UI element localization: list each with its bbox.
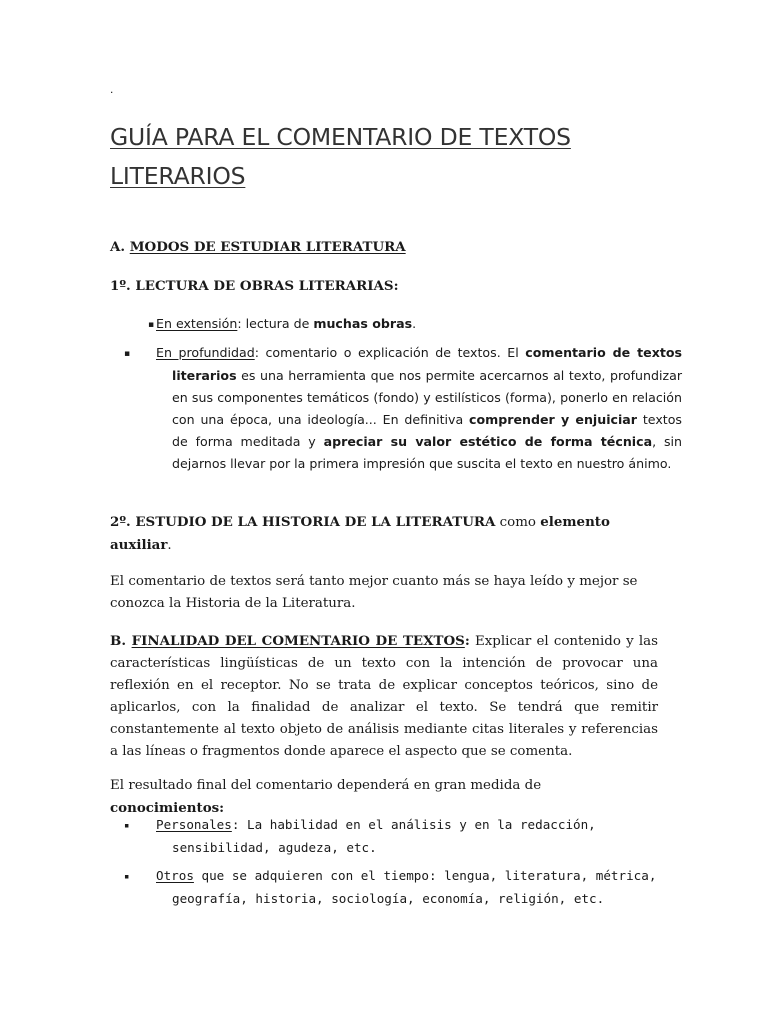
bullet-text: : La habilidad en el análisis y en la redacción, sensibilidad, agudeza, etc. <box>172 817 596 855</box>
bullet-en-profundidad <box>124 342 683 475</box>
bullet-label: Otros <box>156 868 194 883</box>
bullet-label: En extensión <box>156 316 238 331</box>
bullet-text: es una herramienta que nos permite acercarnos al texto, profundizar en sus componentes temáticos (fondo) y estilísticos (forma), ponerlo en relación con una época, una ideología... En definitiva <box>172 368 682 427</box>
bullet-bold: comprender y enjuiciar <box>469 412 638 427</box>
subsection-1-heading: 1º. LECTURA DE OBRAS LITERARIAS: <box>110 278 399 294</box>
section-a-title: MODOS DE ESTUDIAR LITERATURA <box>129 239 406 255</box>
section-b-prefix: B. <box>110 633 132 649</box>
bullet-text: que se adquieren con el tiempo: lengua, literatura, métrica, geografía, historia, sociología, economía, religión, etc. <box>172 868 657 906</box>
top-mark: . <box>110 82 114 96</box>
subsection-2-heading <box>110 511 658 557</box>
section-a-prefix: A. <box>110 239 130 255</box>
subsection-2-text: como <box>495 515 541 530</box>
paragraph-text: El resultado final del comentario dependerá en gran medida de <box>110 778 542 793</box>
section-b-text: Explicar el contenido y las características lingüísticas de un texto con la intención de provocar una reflexión en el receptor. No se trata de explicar conceptos teóricos, sino de aplicarlos, con la finalidad de analizar el texto. Se tendrá que remitir constantemente al texto objeto de análisis mediante citas literales y referencias a las líneas o fragmentos donde aparece el aspecto que se comenta. <box>110 634 658 759</box>
bullet-text: : comentario o explicación de textos. El <box>254 345 526 360</box>
bullet-otros <box>124 865 672 909</box>
document-title: GUÍA PARA EL COMENTARIO DE TEXTOS LITERARIOS <box>110 123 571 190</box>
bullet-text: : lectura de <box>237 316 314 331</box>
section-b-colon: : <box>464 633 470 649</box>
section-b-title: FINALIDAD DEL COMENTARIO DE TEXTOS <box>131 633 465 649</box>
bullet-text-end: , sin dejarnos llevar por la primera impresión que suscita el texto en nuestro ánimo. <box>172 434 682 471</box>
bullet-label: En profundidad <box>156 345 255 360</box>
section-a-heading <box>110 236 658 259</box>
paragraph-end: : <box>219 800 225 816</box>
bullet-text-end: . <box>412 316 417 331</box>
bullet-text: textos de forma meditada y <box>172 412 682 449</box>
bullet-icon: ▪ <box>148 320 155 330</box>
bullet-label: Personales <box>156 817 232 832</box>
bullet-en-extension <box>148 313 658 336</box>
paragraph-bold: conocimientos <box>110 800 220 816</box>
section-b-paragraph <box>110 630 658 763</box>
bullet-bold: apreciar su valor estético de forma técnica <box>323 434 653 449</box>
subsection-2-bold: elemento auxiliar <box>110 514 610 553</box>
bullet-icon: ▪ <box>124 872 130 882</box>
paragraph-historia: El comentario de textos será tanto mejor cuanto más se haya leído y mejor se conozca la Historia de la Literatura. <box>110 574 638 611</box>
subsection-2-end: . <box>167 538 172 553</box>
subsection-2-title: 2º. ESTUDIO DE LA HISTORIA DE LA LITERATURA <box>110 514 496 530</box>
bullet-personales <box>124 814 652 858</box>
bullet-bold: comentario de textos literarios <box>172 345 683 383</box>
bullet-icon: ▪ <box>124 349 131 359</box>
bullet-bold: muchas obras <box>313 316 413 331</box>
bullet-icon: ▪ <box>124 821 130 831</box>
